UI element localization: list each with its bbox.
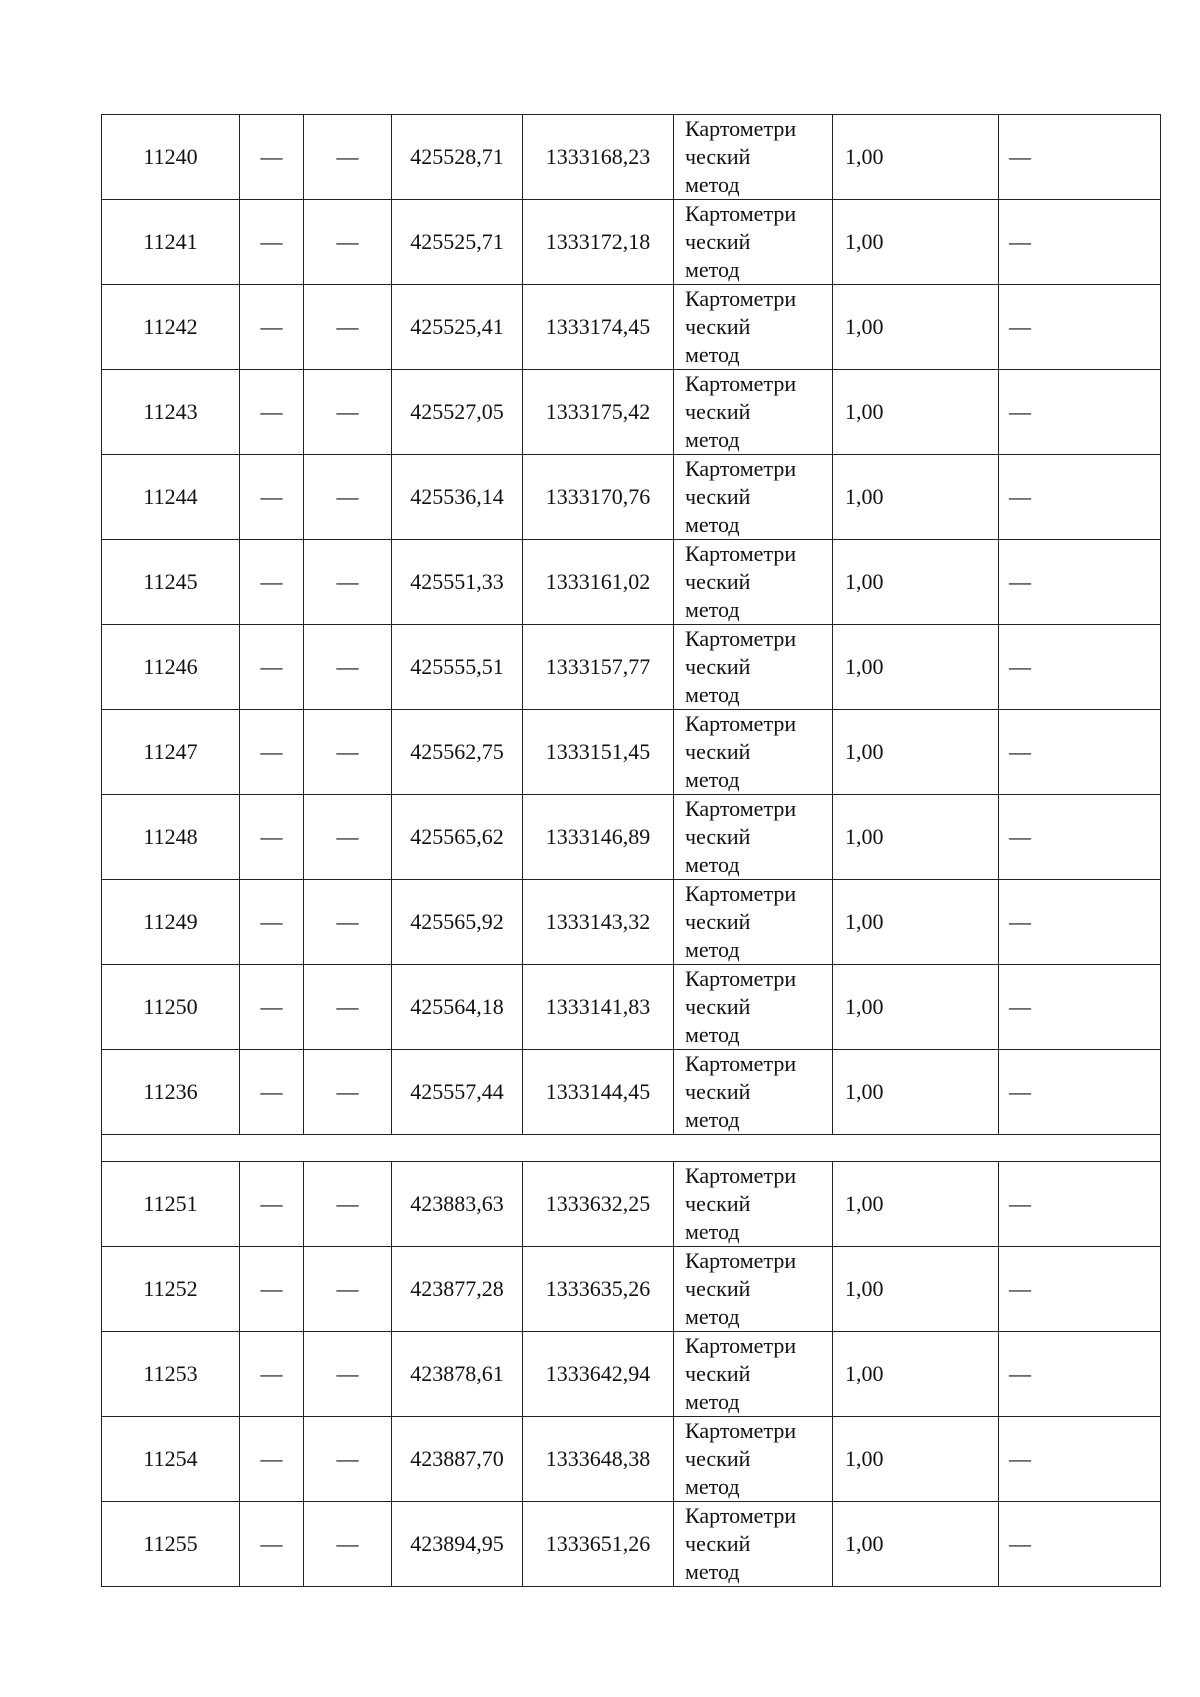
method-text-line: метод: [685, 257, 740, 282]
method-text-line: Картометри: [685, 286, 797, 311]
table-row: [102, 880, 1161, 965]
y-coordinate-cell: 1333170,76: [523, 455, 674, 540]
y-coordinate-cell: 1333632,25: [523, 1162, 674, 1247]
method-text-line: ческий: [685, 654, 751, 679]
table-row: [102, 200, 1161, 285]
method-text-line: Картометри: [685, 626, 797, 651]
point-number-cell: 11240: [102, 115, 240, 200]
accuracy-cell: 1,00: [833, 965, 999, 1050]
method-cell: [674, 285, 833, 370]
x-coordinate-cell: 425527,05: [392, 370, 523, 455]
description-cell: —: [999, 200, 1161, 285]
empty-value-cell: —: [304, 625, 392, 710]
table-row: [102, 1332, 1161, 1417]
empty-value-cell: —: [240, 1502, 304, 1587]
x-coordinate-cell: 423887,70: [392, 1417, 523, 1502]
method-text-line: метод: [685, 937, 740, 962]
empty-value-cell: —: [304, 370, 392, 455]
description-cell: —: [999, 115, 1161, 200]
x-coordinate-cell: 425557,44: [392, 1050, 523, 1135]
accuracy-cell: 1,00: [833, 795, 999, 880]
table-row: [102, 1050, 1161, 1135]
empty-value-cell: —: [304, 540, 392, 625]
table-row: [102, 1247, 1161, 1332]
description-cell: —: [999, 1162, 1161, 1247]
point-number-cell: 11244: [102, 455, 240, 540]
empty-value-cell: —: [240, 455, 304, 540]
method-text-line: метод: [685, 597, 740, 622]
empty-value-cell: —: [240, 370, 304, 455]
method-text-line: метод: [685, 682, 740, 707]
method-text-line: метод: [685, 427, 740, 452]
method-text-line: метод: [685, 1389, 740, 1414]
description-cell: —: [999, 795, 1161, 880]
y-coordinate-cell: 1333161,02: [523, 540, 674, 625]
method-text-line: Картометри: [685, 881, 797, 906]
empty-value-cell: —: [304, 200, 392, 285]
x-coordinate-cell: 425562,75: [392, 710, 523, 795]
empty-value-cell: —: [240, 1247, 304, 1332]
group-separator-row: [102, 1135, 1161, 1162]
coordinates-table-body: [102, 115, 1161, 1587]
empty-value-cell: —: [304, 710, 392, 795]
table-row: [102, 710, 1161, 795]
x-coordinate-cell: 425564,18: [392, 965, 523, 1050]
accuracy-cell: 1,00: [833, 1417, 999, 1502]
table-row: [102, 795, 1161, 880]
point-number-cell: 11243: [102, 370, 240, 455]
method-text-line: метод: [685, 1474, 740, 1499]
method-cell: [674, 1162, 833, 1247]
empty-value-cell: —: [240, 1332, 304, 1417]
point-number-cell: 11241: [102, 200, 240, 285]
table-row: [102, 625, 1161, 710]
method-text-line: метод: [685, 1022, 740, 1047]
method-text-line: ческий: [685, 1361, 751, 1386]
method-text-line: ческий: [685, 484, 751, 509]
y-coordinate-cell: 1333143,32: [523, 880, 674, 965]
point-number-cell: 11245: [102, 540, 240, 625]
x-coordinate-cell: 423883,63: [392, 1162, 523, 1247]
method-text-line: Картометри: [685, 116, 797, 141]
x-coordinate-cell: 425525,71: [392, 200, 523, 285]
empty-value-cell: —: [304, 1247, 392, 1332]
method-text-line: Картометри: [685, 1503, 797, 1528]
method-text-line: ческий: [685, 399, 751, 424]
empty-value-cell: —: [304, 1502, 392, 1587]
method-cell: [674, 795, 833, 880]
empty-value-cell: —: [304, 880, 392, 965]
point-number-cell: 11250: [102, 965, 240, 1050]
method-text-line: метод: [685, 852, 740, 877]
empty-value-cell: —: [304, 795, 392, 880]
accuracy-cell: 1,00: [833, 370, 999, 455]
point-number-cell: 11255: [102, 1502, 240, 1587]
x-coordinate-cell: 425565,92: [392, 880, 523, 965]
method-text-line: ческий: [685, 824, 751, 849]
x-coordinate-cell: 425565,62: [392, 795, 523, 880]
point-number-cell: 11253: [102, 1332, 240, 1417]
group-separator-cell: [102, 1135, 1161, 1162]
method-text-line: ческий: [685, 1446, 751, 1471]
x-coordinate-cell: 423894,95: [392, 1502, 523, 1587]
x-coordinate-cell: 425551,33: [392, 540, 523, 625]
method-text-line: ческий: [685, 144, 751, 169]
method-cell: [674, 370, 833, 455]
method-text-line: ческий: [685, 1191, 751, 1216]
y-coordinate-cell: 1333172,18: [523, 200, 674, 285]
description-cell: —: [999, 540, 1161, 625]
table-row: [102, 965, 1161, 1050]
empty-value-cell: —: [304, 285, 392, 370]
accuracy-cell: 1,00: [833, 200, 999, 285]
empty-value-cell: —: [304, 965, 392, 1050]
accuracy-cell: 1,00: [833, 1332, 999, 1417]
method-text-line: метод: [685, 767, 740, 792]
empty-value-cell: —: [240, 710, 304, 795]
point-number-cell: 11248: [102, 795, 240, 880]
description-cell: —: [999, 1417, 1161, 1502]
accuracy-cell: 1,00: [833, 115, 999, 200]
method-cell: [674, 1332, 833, 1417]
table-row: [102, 1417, 1161, 1502]
method-text-line: Картометри: [685, 1163, 797, 1188]
y-coordinate-cell: 1333651,26: [523, 1502, 674, 1587]
coordinates-table: [101, 114, 1161, 1587]
accuracy-cell: 1,00: [833, 1247, 999, 1332]
method-text-line: Картометри: [685, 966, 797, 991]
empty-value-cell: —: [304, 455, 392, 540]
empty-value-cell: —: [240, 795, 304, 880]
accuracy-cell: 1,00: [833, 625, 999, 710]
y-coordinate-cell: 1333174,45: [523, 285, 674, 370]
point-number-cell: 11246: [102, 625, 240, 710]
point-number-cell: 11249: [102, 880, 240, 965]
method-cell: [674, 1247, 833, 1332]
point-number-cell: 11252: [102, 1247, 240, 1332]
point-number-cell: 11242: [102, 285, 240, 370]
method-text-line: Картометри: [685, 711, 797, 736]
method-text-line: ческий: [685, 909, 751, 934]
method-text-line: ческий: [685, 1531, 751, 1556]
method-text-line: метод: [685, 342, 740, 367]
y-coordinate-cell: 1333151,45: [523, 710, 674, 795]
method-text-line: Картометри: [685, 541, 797, 566]
accuracy-cell: 1,00: [833, 1162, 999, 1247]
x-coordinate-cell: 425536,14: [392, 455, 523, 540]
empty-value-cell: —: [304, 1050, 392, 1135]
method-cell: [674, 1417, 833, 1502]
description-cell: —: [999, 1247, 1161, 1332]
empty-value-cell: —: [240, 1050, 304, 1135]
accuracy-cell: 1,00: [833, 285, 999, 370]
method-text-line: ческий: [685, 739, 751, 764]
method-text-line: метод: [685, 1304, 740, 1329]
method-cell: [674, 965, 833, 1050]
y-coordinate-cell: 1333157,77: [523, 625, 674, 710]
table-row: [102, 540, 1161, 625]
description-cell: —: [999, 455, 1161, 540]
method-cell: [674, 200, 833, 285]
method-text-line: Картометри: [685, 1418, 797, 1443]
empty-value-cell: —: [240, 540, 304, 625]
x-coordinate-cell: 425555,51: [392, 625, 523, 710]
y-coordinate-cell: 1333146,89: [523, 795, 674, 880]
y-coordinate-cell: 1333168,23: [523, 115, 674, 200]
method-text-line: ческий: [685, 994, 751, 1019]
description-cell: —: [999, 370, 1161, 455]
accuracy-cell: 1,00: [833, 880, 999, 965]
empty-value-cell: —: [240, 625, 304, 710]
y-coordinate-cell: 1333144,45: [523, 1050, 674, 1135]
description-cell: —: [999, 1502, 1161, 1587]
table-row: [102, 455, 1161, 540]
y-coordinate-cell: 1333141,83: [523, 965, 674, 1050]
y-coordinate-cell: 1333635,26: [523, 1247, 674, 1332]
empty-value-cell: —: [240, 285, 304, 370]
method-cell: [674, 710, 833, 795]
description-cell: —: [999, 285, 1161, 370]
empty-value-cell: —: [240, 965, 304, 1050]
empty-value-cell: —: [240, 1417, 304, 1502]
table-row: [102, 115, 1161, 200]
point-number-cell: 11254: [102, 1417, 240, 1502]
method-text-line: ческий: [685, 314, 751, 339]
method-text-line: ческий: [685, 229, 751, 254]
accuracy-cell: 1,00: [833, 1502, 999, 1587]
method-text-line: Картометри: [685, 1051, 797, 1076]
table-row: [102, 370, 1161, 455]
point-number-cell: 11247: [102, 710, 240, 795]
accuracy-cell: 1,00: [833, 710, 999, 795]
empty-value-cell: —: [304, 115, 392, 200]
method-cell: [674, 540, 833, 625]
method-cell: [674, 115, 833, 200]
x-coordinate-cell: 423877,28: [392, 1247, 523, 1332]
empty-value-cell: —: [304, 1162, 392, 1247]
point-number-cell: 11251: [102, 1162, 240, 1247]
method-cell: [674, 1050, 833, 1135]
method-cell: [674, 1502, 833, 1587]
method-text-line: Картометри: [685, 1333, 797, 1358]
method-text-line: Картометри: [685, 796, 797, 821]
method-text-line: Картометри: [685, 1248, 797, 1273]
table-row: [102, 1502, 1161, 1587]
y-coordinate-cell: 1333648,38: [523, 1417, 674, 1502]
table-row: [102, 1162, 1161, 1247]
x-coordinate-cell: 425528,71: [392, 115, 523, 200]
x-coordinate-cell: 425525,41: [392, 285, 523, 370]
method-text-line: Картометри: [685, 371, 797, 396]
y-coordinate-cell: 1333175,42: [523, 370, 674, 455]
method-text-line: метод: [685, 1107, 740, 1132]
description-cell: —: [999, 965, 1161, 1050]
method-text-line: ческий: [685, 1276, 751, 1301]
method-cell: [674, 625, 833, 710]
method-text-line: Картометри: [685, 456, 797, 481]
accuracy-cell: 1,00: [833, 1050, 999, 1135]
empty-value-cell: —: [240, 1162, 304, 1247]
point-number-cell: 11236: [102, 1050, 240, 1135]
description-cell: —: [999, 710, 1161, 795]
description-cell: —: [999, 1050, 1161, 1135]
method-text-line: метод: [685, 1559, 740, 1584]
method-text-line: ческий: [685, 1079, 751, 1104]
method-text-line: метод: [685, 172, 740, 197]
empty-value-cell: —: [304, 1417, 392, 1502]
method-cell: [674, 455, 833, 540]
accuracy-cell: 1,00: [833, 540, 999, 625]
method-cell: [674, 880, 833, 965]
accuracy-cell: 1,00: [833, 455, 999, 540]
empty-value-cell: —: [304, 1332, 392, 1417]
method-text-line: метод: [685, 512, 740, 537]
y-coordinate-cell: 1333642,94: [523, 1332, 674, 1417]
description-cell: —: [999, 880, 1161, 965]
empty-value-cell: —: [240, 880, 304, 965]
x-coordinate-cell: 423878,61: [392, 1332, 523, 1417]
method-text-line: метод: [685, 1219, 740, 1244]
method-text-line: Картометри: [685, 201, 797, 226]
empty-value-cell: —: [240, 115, 304, 200]
empty-value-cell: —: [240, 200, 304, 285]
description-cell: —: [999, 625, 1161, 710]
method-text-line: ческий: [685, 569, 751, 594]
table-row: [102, 285, 1161, 370]
description-cell: —: [999, 1332, 1161, 1417]
